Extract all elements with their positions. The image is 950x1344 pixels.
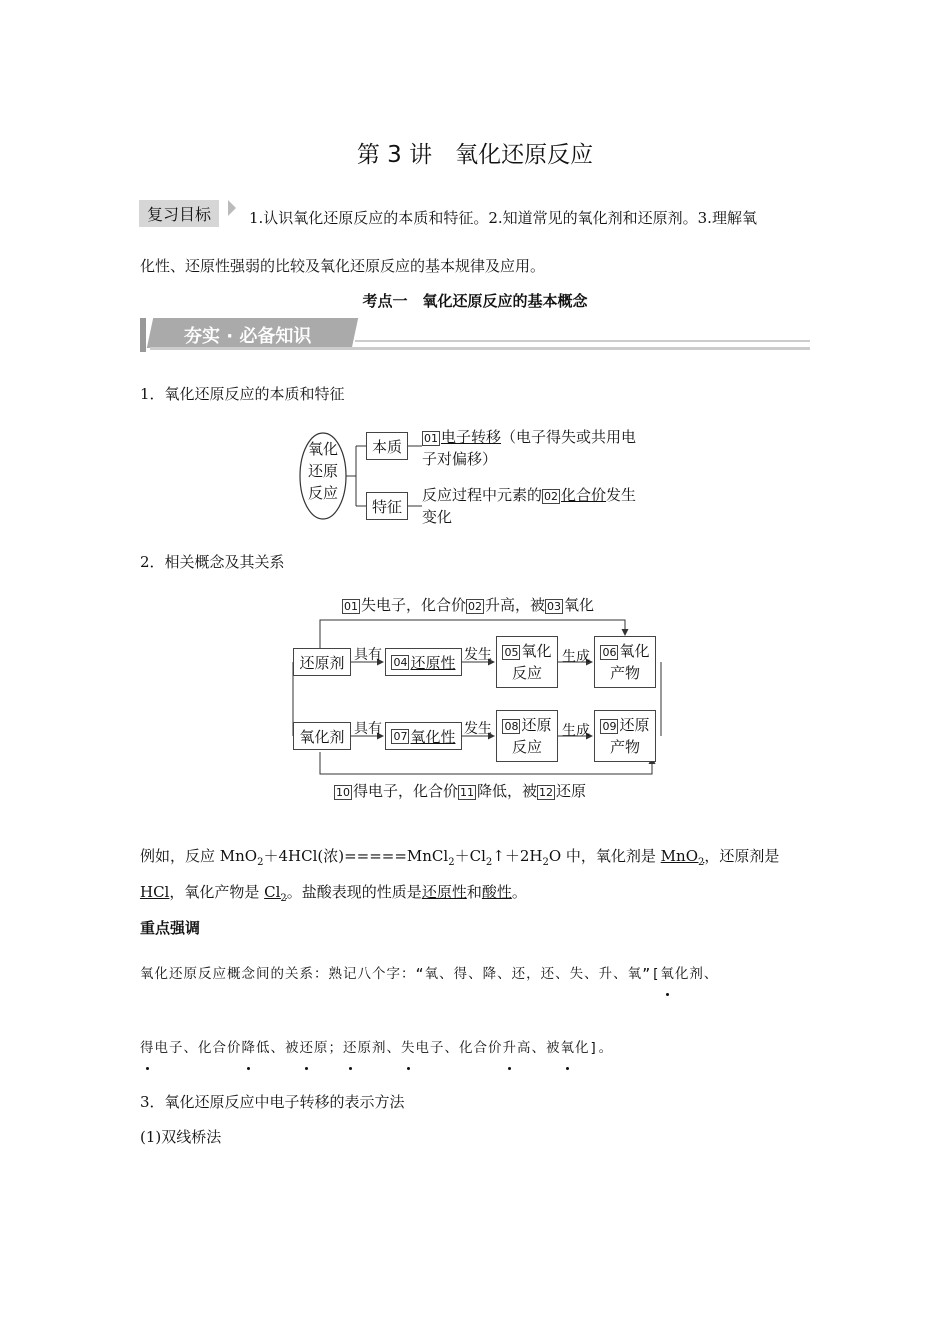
answer-product: $Cl_2$ [264, 883, 287, 904]
oxidation-reaction-box: 05 氧化 反应 [496, 636, 558, 688]
reducibility-box: 04 还原性 [385, 648, 462, 676]
answer-acidity: 酸性 [481, 883, 512, 901]
reduction-product-box: 09 还原 产物 [594, 710, 656, 762]
section-heading: 考点一 氧化还原反应的基本概念 [362, 292, 588, 310]
tag-arrow-icon [228, 200, 236, 216]
row2-form: 生成 [562, 723, 590, 739]
oxidation-product-box: 06 氧化 产物 [594, 636, 656, 688]
essence-box: 本质 [366, 432, 408, 460]
item2-heading: 2．相关概念及其关系 [140, 553, 285, 571]
answer-reducer: HCl [140, 883, 170, 901]
diagram-concepts [288, 590, 668, 810]
review-tag: 复习目标 [139, 200, 219, 227]
review-line-2: 化性、还原性强弱的比较及氧化还原反应的基本规律及应用。 [140, 257, 546, 275]
top-label: 01 失电子，化合价 02 升高，被 03 氧化 [344, 596, 595, 614]
answer-reducibility: 还原性 [421, 883, 467, 901]
row1-occur: 发生 [464, 647, 492, 663]
item1-heading: 1．氧化还原反应的本质和特征 [140, 385, 345, 403]
row1-has: 具有 [354, 647, 382, 663]
banner-title: 夯实 · 必备知识 [184, 326, 312, 347]
essence-text: 01 电子转移（电子得失或共用电 子对偏移） [422, 428, 637, 468]
emphasis-line-2: 得电子、化合价降低、被还原；还原剂、失电子、化合价升高、被氧化]。 [140, 1040, 614, 1056]
oxidizability-box: 07 氧化性 [385, 722, 462, 750]
feature-box: 特征 [366, 492, 408, 520]
answer-oxidant: MnO$_2$ [660, 847, 705, 868]
feature-text: 反应过程中元素的 02 化合价发生 变化 [422, 486, 637, 526]
emphasis-line-1: 氧化还原反应概念间的关系：熟记八个字：“氧、得、降、还，还、失、升、氧”[氧化剂、 [140, 966, 719, 982]
row2-occur: 发生 [464, 721, 492, 737]
section-banner [140, 318, 810, 352]
item3-heading: 3．氧化还原反应中电子转移的表示方法 [140, 1093, 405, 1111]
example-line-2: HCl，氧化产物是 $Cl_2$。盐酸表现的性质是还原性和酸性。 [140, 883, 527, 904]
oxidant-box: 氧化剂 [293, 722, 351, 750]
emphasis-heading: 重点强调 [140, 919, 201, 937]
page-title: 第 3 讲 氧化还原反应 [356, 142, 594, 168]
reducer-box: 还原剂 [293, 648, 351, 676]
review-line-1: 1.认识氧化还原反应的本质和特征。2.知道常见的氧化剂和还原剂。3.理解氧 [249, 209, 757, 227]
example-line-1: 例如，反应 MnO$_2$＋4HCl(浓)$=====MnCl_2+Cl_2↑+2H_2O$ 中，氧化剂是 MnO$_2$，还原剂是 [140, 847, 780, 868]
reduction-reaction-box: 08 还原 反应 [496, 710, 558, 762]
row2-has: 具有 [354, 721, 382, 737]
diagram-essence-feature [298, 424, 678, 534]
row1-form: 生成 [562, 649, 590, 665]
item3-sub: (1)双线桥法 [140, 1128, 222, 1146]
bottom-label: 10 得电子，化合价 11 降低，被 12 还原 [336, 782, 587, 800]
center-oval: 氧化 还原 反应 [307, 440, 338, 502]
